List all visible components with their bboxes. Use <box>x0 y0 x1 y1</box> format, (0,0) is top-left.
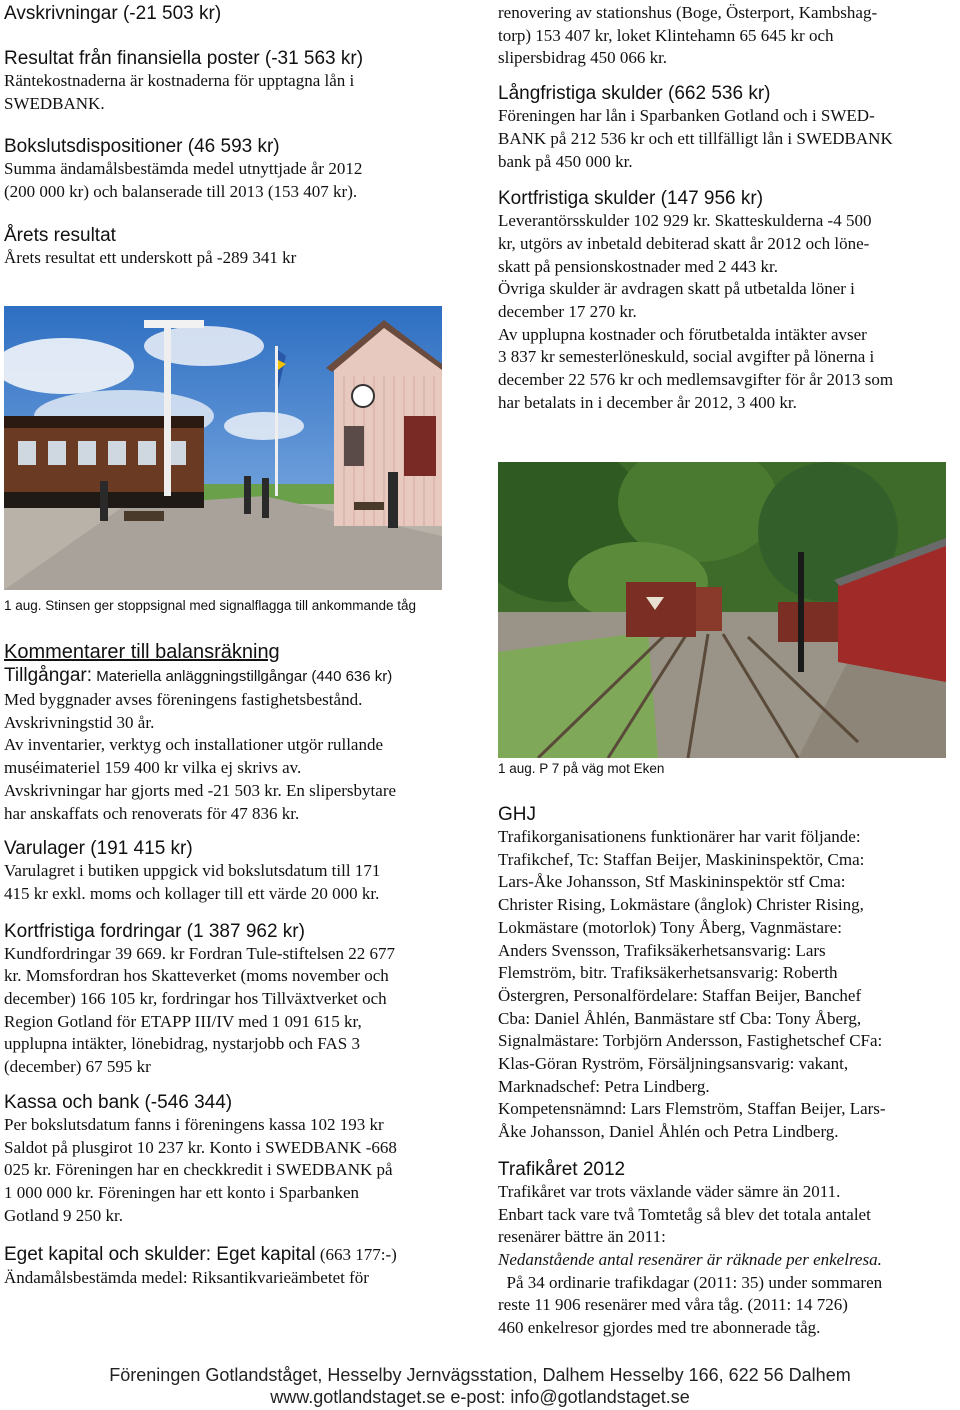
ghj-text-line: Lars-Åke Johansson, Stf Maskininspektör stf Cma: <box>498 872 846 892</box>
langfristiga-text-line: Föreningen har lån i Sparbanken Gotland och i SWED- <box>498 106 875 126</box>
section-heading-bokslut: Bokslutsdispositioner (46 593 kr) <box>4 136 280 158</box>
trafikaret-text-line: Enbart tack vare två Tomtetåg så blev det totala antalet <box>498 1204 871 1224</box>
section-heading-kortfristiga-fordringar: Kortfristiga fordringar (1 387 962 kr) <box>4 920 305 942</box>
section-heading-avskrivningar: Avskrivningar (-21 503 kr) <box>4 3 222 24</box>
section-heading-eget-kapital: Eget kapital och skulder: Eget kapital <box>4 1244 316 1266</box>
kortfristiga-skulder-text-line: 3 837 kr semesterlöneskuld, social avgifter på lönerna i <box>498 347 875 367</box>
kortfristiga-skulder-text-line: december 17 270 kr. <box>498 302 637 322</box>
ghj-text-line: Cba: Daniel Åhlén, Banmästare stf Cba: Tony Åberg, <box>498 1008 862 1028</box>
ghj-text-line: Signalmästare: Torbjörn Andersson, Fastighetschef CFa: <box>498 1031 883 1051</box>
kfordr-text-line: kr. Momsfordran hos Skatteverket (moms november och <box>4 966 389 986</box>
finans-text-line: SWEDBANK. <box>4 93 105 113</box>
tillgangar-text-line: Avskrivningar har gjorts med -21 503 kr. En slipersbytare <box>4 780 397 800</box>
ghj-text-line: Anders Svensson, Trafiksäkerhetsansvarig: Lars <box>498 940 826 960</box>
kortfristiga-skulder-text-line: Övriga skulder är avdragen skatt på utbetalda löner i <box>498 279 855 299</box>
section-heading-kassa-bank: Kassa och bank (-546 344) <box>4 1091 233 1113</box>
ghj-text-line: Marknadschef: Petra Lindberg. <box>498 1076 710 1096</box>
kortfristiga-skulder-text-line: kr, utgörs av inbetald debiterad skatt år 2012 och löne- <box>498 233 870 253</box>
kortfristiga-skulder-text-line: Av upplupna kostnader och förutbetalda intäkter avser <box>498 324 867 344</box>
section-heading-langfristiga-skulder: Långfristiga skulder (662 536 kr) <box>498 83 771 105</box>
railway-yard-photo-caption: 1 aug. P 7 på väg mot Eken <box>498 761 665 776</box>
ghj-text-line: Kompetensnämnd: Lars Flemström, Staffan Beijer, Lars- <box>498 1099 886 1119</box>
varulager-text-line: 415 kr exkl. moms och kollager till ett värde 20 000 kr. <box>4 883 380 903</box>
kfordr-text-line: upplupna intäkter, lönebidrag, nystarjobb och FAS 3 <box>4 1034 360 1054</box>
trafikaret-text-line: reste 11 906 resenärer med våra tåg. (2011: 14 726) <box>498 1295 848 1315</box>
trafikaret-text-line: Trafikåret var trots växlande väder sämre än 2011. <box>498 1181 841 1201</box>
trafikaret-text-line: resenärer bättre än 2011: <box>498 1227 666 1247</box>
station-photo <box>4 306 442 590</box>
kortfristiga-skulder-text-line: skatt på pensionskostnader med 2 443 kr. <box>498 256 778 276</box>
trafikaret-text-line: 460 enkelresor gjordes med tre abonnerade tåg. <box>498 1318 821 1338</box>
tillgangar-text-line: Avskrivningstid 30 år. <box>4 712 155 732</box>
trafikaret-italic-note: Nedanstående antal resenärer är räknade per enkelresa. <box>498 1249 882 1269</box>
kortfristiga-skulder-text-line: har betalats in i december år 2012, 3 400 kr. <box>498 392 797 412</box>
station-photo-image <box>4 306 442 590</box>
tillgangar-text-line: Av inventarier, verktyg och installationer utgör rullande <box>4 735 384 755</box>
section-heading-varulager: Varulager (191 415 kr) <box>4 838 193 860</box>
kassa-text-line: 1 000 000 kr. Föreningen har ett konto i Sparbanken <box>4 1182 360 1202</box>
footer-address: Föreningen Gotlandståget, Hesselby Jernvägsstation, Dalhem Hesselby 166, 622 56 Dalhem <box>109 1365 851 1385</box>
renovering-text-line: torp) 153 407 kr, loket Klintehamn 65 645 kr och <box>498 25 834 45</box>
kassa-text-line: Gotland 9 250 kr. <box>4 1205 123 1225</box>
section-heading-arets-resultat: Årets resultat <box>4 224 116 246</box>
section-heading-finansiella: Resultat från finansiella poster (-31 563 kr) <box>4 48 364 69</box>
ghj-text-line: Trafikorganisationens funktionärer har varit följande: <box>498 827 861 846</box>
section-heading-kortfristiga-skulder: Kortfristiga skulder (147 956 kr) <box>498 188 764 210</box>
finans-text-line: Räntekostnaderna är kostnaderna för upptagna lån i <box>4 71 355 90</box>
bokslut-text-line: (200 000 kr) och balanserade till 2013 (153 407 kr). <box>4 182 358 202</box>
varulager-text-line: Varulagret i butiken uppgick vid bokslutsdatum till 171 <box>4 861 381 881</box>
kassa-text-line: 025 kr. Föreningen har en checkkredit i SWEDBANK på <box>4 1160 393 1180</box>
ghj-text-line: Flemström, bitr. Trafiksäkerhetsansvarig: Roberth <box>498 963 838 983</box>
tillgangar-sub: Materiella anläggningstillgångar (440 636 kr) <box>96 668 393 685</box>
langfristiga-text-line: BANK på 212 536 kr och ett tillfälligt lån i SWEDBANK <box>498 128 893 148</box>
kortfristiga-skulder-text-line: Leverantörsskulder 102 929 kr. Skatteskulderna -4 500 <box>498 211 872 231</box>
tillgangar-text-line: muséimateriel 159 400 kr vilka ej skrivs av. <box>4 758 302 778</box>
kassa-text-line: Per bokslutsdatum fanns i föreningens kassa 102 193 kr <box>4 1114 384 1134</box>
kfordr-text-line: december) 166 105 kr, fordringar hos Tillväxtverket och <box>4 989 387 1009</box>
trafikaret-text-line: På 34 ordinarie trafikdagar (2011: 35) under sommaren <box>498 1272 883 1292</box>
railway-yard-photo <box>498 462 946 758</box>
tillgangar-label: Tillgångar: <box>4 665 93 686</box>
ghj-text-line: Klas-Göran Ryström, Försäljningsansvarig: vakant, <box>498 1054 849 1074</box>
kfordr-text-line: (december) 67 595 kr <box>4 1057 151 1077</box>
kfordr-text-line: Kundfordringar 39 669. kr Fordran Tule-stiftelsen 22 677 <box>4 943 395 963</box>
tillgangar-text-line: Med byggnader avses föreningens fastighetsbestånd. <box>4 690 363 709</box>
langfristiga-text-line: bank på 450 000 kr. <box>498 151 633 171</box>
tillgangar-line <box>4 664 472 689</box>
bokslut-text-line: Summa ändamålsbestämda medel utnyttjade år 2012 <box>4 159 363 179</box>
ghj-text-line: Christer Rising, Lokmästare (ånglok) Christer Rising, <box>498 895 864 915</box>
kassa-text-line: Saldot på plusgirot 10 237 kr. Konto i SWEDBANK -668 <box>4 1137 397 1157</box>
section-heading-kommentarer: Kommentarer till balansräkning <box>4 641 280 663</box>
renovering-text-line: renovering av stationshus (Boge, Österport, Kambshag- <box>498 3 878 22</box>
ghj-text-line: Östergren, Personalfördelare: Staffan Beijer, Banchef <box>498 985 862 1005</box>
arets-resultat-text: Årets resultat ett underskott på -289 341 kr <box>4 247 297 267</box>
eget-kapital-amount: (663 177:-) <box>319 1245 397 1265</box>
kortfristiga-skulder-text-line: december 22 576 kr och medlemsavgifter för år 2013 som <box>498 370 894 390</box>
section-heading-trafikaret: Trafikåret 2012 <box>498 1158 626 1180</box>
renovering-text-line: slipersbidrag 450 066 kr. <box>498 48 668 68</box>
ghj-text-line: Lokmästare (motorlok) Tony Åberg, Vagnmästare: <box>498 917 842 937</box>
eget-kapital-text: Ändamålsbestämda medel: Riksantikvarieämbetet för <box>4 1268 369 1288</box>
ghj-text-line: Trafikchef, Tc: Staffan Beijer, Maskininspektör, Cma: <box>498 849 865 869</box>
station-photo-caption: 1 aug. Stinsen ger stoppsignal med signalflagga till ankommande tåg <box>4 598 417 613</box>
ghj-text-line: Åke Johansson, Daniel Åhlén och Petra Lindberg. <box>498 1122 839 1142</box>
eget-kapital-heading-line <box>4 1243 472 1267</box>
footer-contact: www.gotlandstaget.se e-post: info@gotlandstaget.se <box>270 1387 690 1407</box>
section-heading-ghj: GHJ <box>498 804 536 825</box>
tillgangar-text-line: har anskaffats och renoverats för 47 836 kr. <box>4 803 300 823</box>
railway-yard-photo-image <box>498 462 946 758</box>
kfordr-text-line: Region Gotland för ETAPP III/IV med 1 091 615 kr, <box>4 1011 362 1031</box>
